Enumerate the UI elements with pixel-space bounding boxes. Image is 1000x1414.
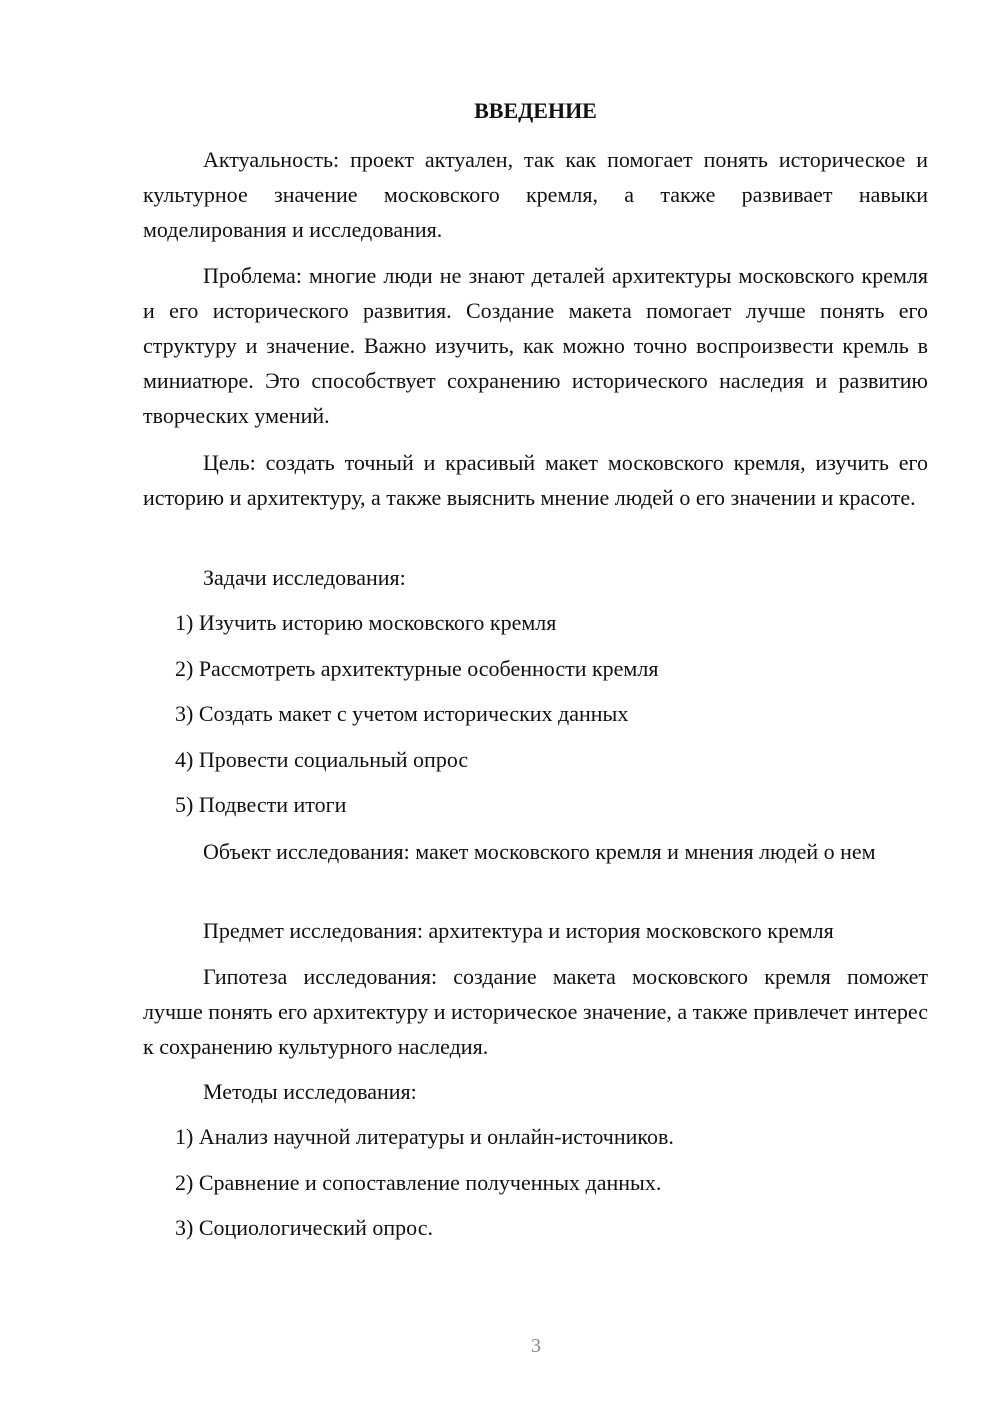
hypothesis-paragraph: Гипотеза исследования: создание макета московского кремля поможет лучше понять его архитектуру и историческое значение, а также привлечет интерес к сохранению культурного наследия. [143,964,928,1059]
method-item: 2) Сравнение и сопоставление полученных данных. [175,1170,662,1195]
page-number: 3 [531,1335,541,1357]
task-item: 3) Создать макет с учетом исторических данных [175,701,629,726]
problem-paragraph: Проблема: многие люди не знают деталей архитектуры московского кремля и его исторического развития. Создание макета помогает лучше понять его структуру и значение. Важно изучить, как можно точно воспроизвести кремль в миниатюре. Это способствует сохранению исторического наследия и развитию творческих умений. [143,263,928,428]
task-item: 5) Подвести итоги [175,792,347,817]
relevance-paragraph: Актуальность: проект актуален, так как помогает понять историческое и культурное значение московского кремля, а также развивает навыки моделирования и исследования. [143,147,928,242]
task-item: 1) Изучить историю московского кремля [175,610,557,635]
subject-paragraph: Предмет исследования: архитектура и история московского кремля [203,918,834,943]
task-item: 2) Рассмотреть архитектурные особенности кремля [175,656,659,681]
goal-paragraph: Цель: создать точный и красивый макет московского кремля, изучить его историю и архитектуру, а также выяснить мнение людей о его значении и красоте. [143,450,928,510]
methods-heading: Методы исследования: [203,1079,417,1104]
object-paragraph: Объект исследования: макет московского кремля и мнения людей о нем [203,839,876,864]
task-item: 4) Провести социальный опрос [175,747,469,772]
method-item: 3) Социологический опрос. [175,1215,433,1240]
method-item: 1) Анализ научной литературы и онлайн-источников. [175,1124,674,1149]
tasks-heading: Задачи исследования: [203,565,406,590]
page-title: ВВЕДЕНИЕ [474,98,597,123]
